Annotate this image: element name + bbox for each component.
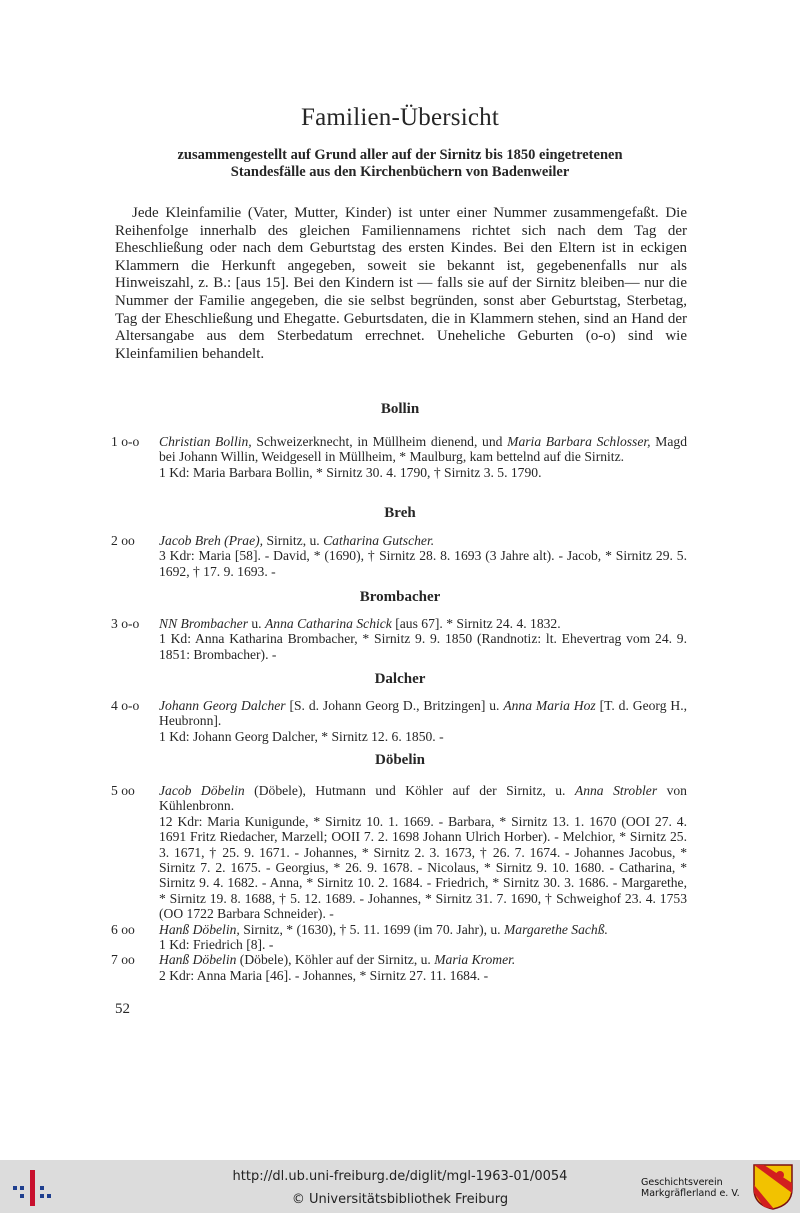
children-list: 12 Kdr: Maria Kunigunde, * Sirnitz 10. 1. 1669. - Barbara, * Sirnitz 13. 1. 1670 (OOI 27. 4. 1691 Fritz Riedacher, Marzell; OOII 7. 2. 1698 Johann Ulrich Horber). - Melchior, * Sirnitz 25. 3. 1671, † 25. 9. 1671. - Johannes, * Sirnitz 2. 3. 1673, † 26. 7. 1674. - Johannes Jacobus, * Sirnitz 7. 2. 1675. - Georgius, * 26. 9. 1678. - Nicolaus, * Sirnitz 9. 10. 1680. - Catharina, * Sirnitz 9. 4. 1682. - Anna, * Sirnitz 10. 2. 1684. - Friedrich, * Sirnitz 30. 3. 1686. - Margarethe, * Sirnitz 19. 8. 1688, † 5. 12. 1689. - Johannes, * Sirnitz 31. 7. 1690, † Schweighof 23. 4. 1753 (OO 1722 Barbara Schneider). - (159, 813, 687, 922)
entry-number: 5 oo (111, 783, 135, 798)
person-name: Margarethe Sachß. (503, 921, 608, 937)
entry-text: [T. d. Georg H., Heubronn]. (159, 698, 687, 729)
family-section-bollin (0, 401, 800, 480)
family-heading: Breh (384, 505, 416, 521)
family-entry (0, 533, 800, 579)
person-name: Catharina Gutscher. (323, 533, 435, 548)
family-entry (0, 952, 800, 983)
ub-freiburg-logo-icon[interactable] (10, 1168, 54, 1208)
entry-text: Sirnitz, * (1630), † 5. 11. 1699 (im 70. Jahr), u. (239, 921, 504, 937)
entry-number: 2 oo (111, 533, 135, 548)
children-list: 1 Kd: Anna Katharina Brombacher, * Sirnitz 9. 9. 1850 (Randnotiz: lt. Ehevertrag vom 24. 9. 1851: Brombacher). - (159, 631, 687, 662)
person-name: Hanß Döbelin, (159, 921, 240, 937)
copyright-text: © Universitätsbibliothek Freiburg (291, 1192, 509, 1207)
person-name: NN Brombacher (159, 616, 248, 631)
footer-bar (0, 1160, 800, 1213)
entry-text: von Kühlenbronn. (159, 783, 687, 814)
family-entry (0, 922, 800, 953)
family-heading: Bollin (380, 401, 420, 417)
entry-text: (Döbele), Köhler auf der Sirnitz, u. (236, 952, 435, 968)
entry-number: 3 o-o (111, 616, 140, 631)
permalink-link[interactable]: http://dl.ub.uni-freiburg.de/diglit/mgl-1963-01/0054 (232, 1169, 568, 1184)
intro-paragraph (115, 205, 687, 363)
person-name: Jacob Döbelin (159, 783, 245, 798)
page-title: Familien-Übersicht (301, 104, 499, 131)
entry-text: Schweizerknecht, in Müllheim dienend, und (251, 434, 508, 449)
society-name (641, 1177, 751, 1199)
entry-number: 6 oo (111, 921, 135, 937)
intro-text: Jede Kleinfamilie (Vater, Mutter, Kinder) ist unter einer Nummer zusammengefaßt. Die Reihenfolge innerhalb des gleichen Familiennamens richtet sich nach dem Tag der Eheschließung oder nach dem Geburtstag des ersten Kindes. Bei den Eltern ist in eckigen Klammern die Herkunft angegeben, soweit sie bekannt ist, gegebenenfalls nur als Hinweiszahl, z. B.: [aus 15]. Bei den Kindern ist — falls sie auf der Sirnitz bleiben— nur die Nummer der Familie angegeben, die sie selbst begründen, sonst aber Geburtstag, Sterbetag, Tag der Eheschließung und Ehegatte. Geburtsdaten, die in Klammern stehen, sind an Hand der Altersangabe aus dem Sterbedatum errechnet. Uneheliche Geburten (o-o) sind wie Kleinfamilien behandelt. (115, 205, 687, 362)
family-heading: Brombacher (359, 589, 441, 605)
children-list: 1 Kd: Johann Georg Dalcher, * Sirnitz 12. 6. 1850. - (159, 728, 444, 744)
family-section-breh (0, 505, 800, 579)
person-name: Anna Catharina Schick (264, 616, 392, 631)
person-name: Christian Bollin, (159, 434, 252, 449)
family-heading: Döbelin (374, 752, 425, 768)
person-name: Anna Maria Hoz (503, 698, 596, 713)
family-entry (0, 783, 800, 922)
family-entry (0, 434, 800, 480)
person-name: Maria Kromer. (434, 952, 516, 968)
family-entry (0, 616, 800, 662)
children-list: 3 Kdr: Maria [58]. - David, * (1690), † Sirnitz 28. 8. 1693 (3 Jahre alt). - Jacob, * Sirnitz 29. 5. 1692, † 17. 9. 1693. - (159, 548, 687, 579)
person-name: Hanß Döbelin (159, 952, 237, 968)
entry-text: Magd bei Johann Willin, Weidgesell in Müllheim, * Maulburg, kam bettelnd auf die Sirnitz. (159, 434, 687, 465)
children-list: 1 Kd: Friedrich [8]. - (159, 937, 274, 953)
family-heading: Dalcher (374, 671, 426, 687)
family-entry (0, 698, 800, 744)
entry-number: 4 o-o (111, 698, 140, 713)
entry-text: u. (247, 616, 265, 631)
entry-number: 7 oo (111, 952, 135, 968)
entry-number: 1 o-o (111, 434, 140, 449)
entry-text: (Döbele), Hutmann und Köhler auf der Sirnitz, u. (244, 783, 575, 798)
person-name: Anna Strobler (574, 783, 658, 798)
page-subtitle (0, 147, 800, 181)
society-name-line-1: Geschichtsverein (641, 1177, 723, 1188)
entry-text: [S. d. Johann Georg D., Britzingen] u. (285, 698, 504, 713)
person-name: Jacob Breh (Prae), (159, 533, 264, 548)
entry-text: Sirnitz, u. (263, 533, 324, 548)
subtitle-line-2: Standesfälle aus den Kirchenbüchern von Badenweiler (230, 164, 570, 180)
person-name: Maria Barbara Schlosser, (507, 434, 651, 449)
family-section-dalcher (0, 671, 800, 744)
society-name-line-2: Markgräflerland e. V. (641, 1188, 740, 1199)
society-crest-icon[interactable] (752, 1163, 794, 1211)
entry-text: [aus 67]. * Sirnitz 24. 4. 1832. (391, 616, 561, 631)
children-list: 2 Kdr: Anna Maria [46]. - Johannes, * Sirnitz 27. 11. 1684. - (159, 967, 489, 983)
page-number: 52 (115, 1001, 130, 1017)
subtitle-line-1: zusammengestellt auf Grund aller auf der Sirnitz bis 1850 eingetretenen (177, 147, 623, 163)
children-list: 1 Kd: Maria Barbara Bollin, * Sirnitz 30. 4. 1790, † Sirnitz 3. 5. 1790. (159, 464, 542, 480)
family-section-brombacher (0, 589, 800, 662)
person-name: Johann Georg Dalcher (159, 698, 286, 713)
family-section-doebelin (0, 752, 800, 983)
